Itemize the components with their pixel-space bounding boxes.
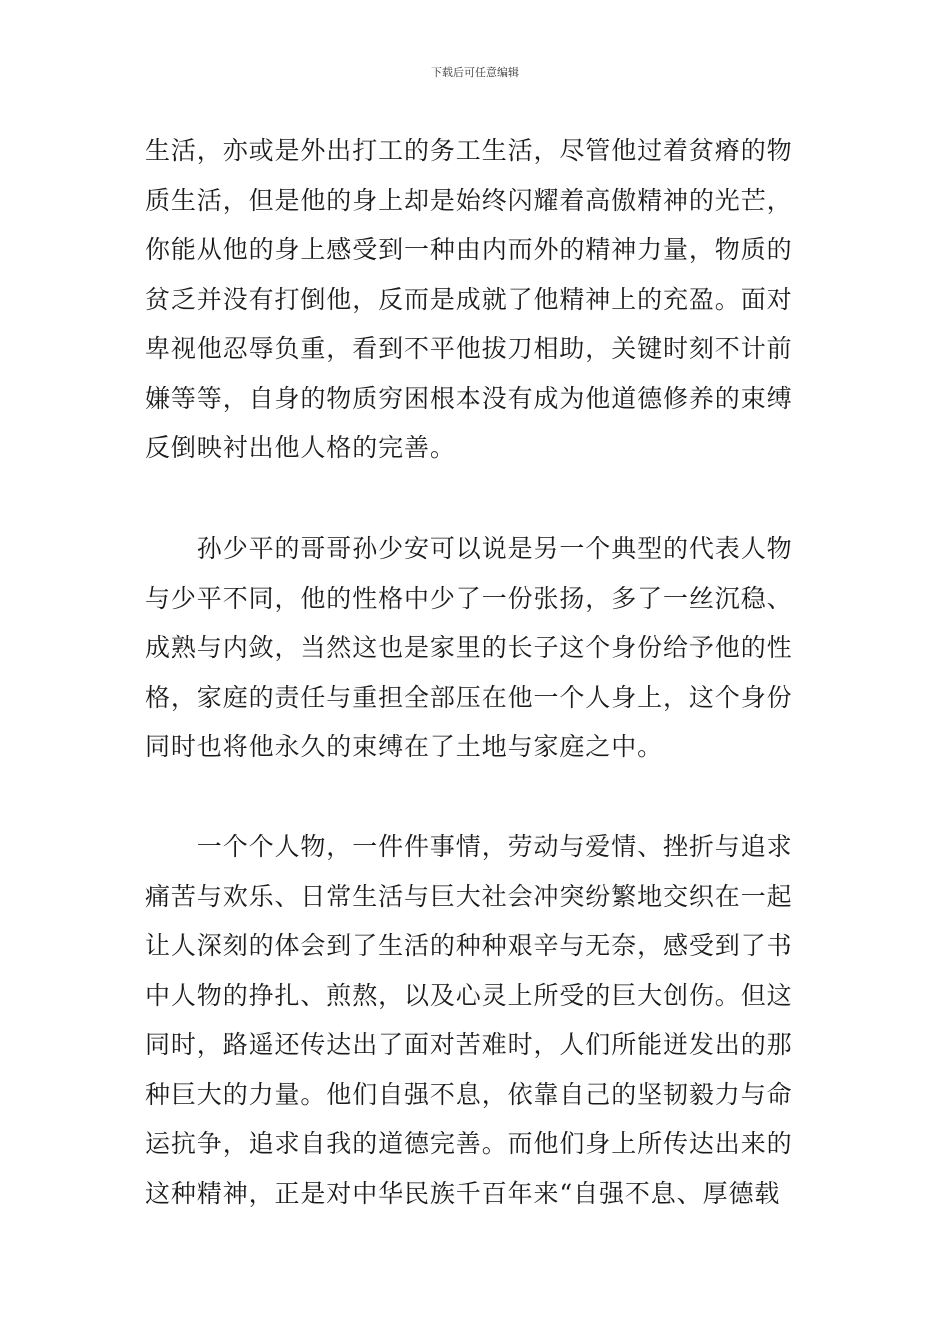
text-line: 运抗争，追求自我的道德完善。而他们身上所传达出来的 (145, 1129, 793, 1158)
text-line: 中人物的挣扎、煎熬，以及心灵上所受的巨大创伤。但这 (145, 980, 793, 1010)
text-line: 你能从他的身上感受到一种由内而外的精神力量，物质的 (145, 235, 793, 264)
text-line: 同时也将他永久的束缚在了土地与家庭之中。 (145, 732, 664, 761)
text-line: 痛苦与欢乐、日常生活与巨大社会冲突纷繁地交织在一起 (145, 881, 793, 911)
text-line: 同时，路遥还传达出了面对苦难时，人们所能迸发出的那 (145, 1030, 793, 1059)
paragraph-2 (145, 524, 810, 772)
text-line: 成熟与内敛，当然这也是家里的长子这个身份给予他的性 (145, 633, 793, 662)
paragraph-3 (145, 822, 810, 1218)
text-line: 与少平不同，他的性格中少了一份张扬，多了一丝沉稳、 (145, 583, 793, 613)
text-line: 反倒映衬出他人格的完善。 (145, 433, 456, 462)
text-line: 质生活，但是他的身上却是始终闪耀着高傲精神的光芒， (145, 185, 793, 215)
text-line: 让人深刻的体会到了生活的种种艰辛与无奈，感受到了书 (145, 931, 793, 960)
text-line: 嫌等等，自身的物质穷困根本没有成为他道德修养的束缚 (145, 383, 793, 413)
text-line: 种巨大的力量。他们自强不息，依靠自己的坚韧毅力与命 (145, 1079, 793, 1109)
paragraph-1 (145, 126, 810, 473)
text-line: 格，家庭的责任与重担全部压在他一个人身上，这个身份 (145, 682, 793, 712)
text-line: 生活，亦或是外出打工的务工生活，尽管他过着贫瘠的物 (145, 136, 793, 165)
text-line: 贫乏并没有打倒他，反而是成就了他精神上的充盈。面对 (145, 284, 793, 314)
text-line: 孙少平的哥哥孙少安可以说是另一个典型的代表人物 (145, 534, 793, 563)
page-header: 下载后可任意编辑 (431, 66, 519, 79)
text-line: 卑视他忍辱负重，看到不平他拔刀相助，关键时刻不计前 (145, 334, 793, 363)
text-line: 一个个人物，一件件事情，劳动与爱情、挫折与追求 (145, 832, 793, 861)
text-line: 这种精神，正是对中华民族千百年来“自强不息、厚德载 (145, 1178, 781, 1208)
